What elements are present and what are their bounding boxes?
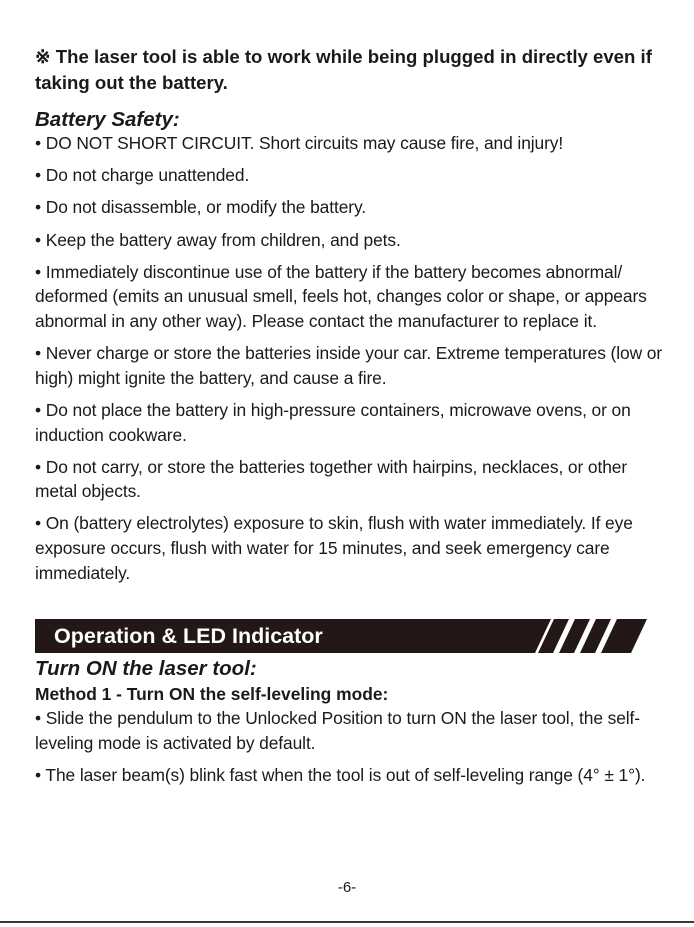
list-item: • Do not carry, or store the batteries together with hairpins, necklaces, or other metal objects. <box>35 456 628 502</box>
bottom-divider <box>0 921 694 923</box>
bullet-icon: • <box>35 261 41 282</box>
list-item: • Do not disassemble, or modify the battery. <box>35 197 366 218</box>
bullet-icon: • <box>35 513 41 534</box>
list-item: • DO NOT SHORT CIRCUIT. Short circuits may cause fire, and injury! <box>35 133 564 153</box>
reference-mark-icon: ※ <box>35 46 51 67</box>
list-item: • Keep the battery away from children, and pets. <box>35 229 401 250</box>
bullet-icon: • <box>35 343 41 364</box>
bullet-icon: • <box>35 399 41 420</box>
note-text: The laser tool is able to work while being plugged in directly even if taking out the battery. <box>35 46 652 93</box>
bullet-icon: • <box>35 165 41 186</box>
bullet-icon: • <box>35 229 41 250</box>
list-item: • On (battery electrolytes) exposure to skin, flush with water immediately. If eye exposure occurs, flush with water for 15 minutes, and seek emergency care immediately. <box>35 513 633 583</box>
bullet-icon: • <box>35 764 41 785</box>
list-item: • Do not charge unattended. <box>35 165 250 186</box>
section-title: Operation & LED Indicator <box>54 624 323 648</box>
battery-safety-list <box>35 131 663 593</box>
list-item: • Do not place the battery in high-pressure containers, microwave ovens, or on induction cookware. <box>35 399 631 445</box>
list-item: • The laser beam(s) blink fast when the tool is out of self-leveling range (4° ± 1°). <box>35 764 646 785</box>
list-item: • Immediately discontinue use of the battery if the battery becomes abnormal/ deformed (emits an unusual smell, feels hot, changes color or shape, or appears abnormal in any other way). Please contact the manufacturer to replace it. <box>35 261 647 331</box>
turn-on-heading: Turn ON the laser tool: <box>35 657 257 680</box>
bullet-icon: • <box>35 133 41 153</box>
note-paragraph <box>35 44 655 96</box>
battery-safety-heading: Battery Safety: <box>35 108 180 131</box>
turn-on-list <box>35 706 663 795</box>
bullet-icon: • <box>35 197 41 218</box>
list-item: • Never charge or store the batteries inside your car. Extreme temperatures (low or high) might ignite the battery, and cause a fire. <box>35 343 663 388</box>
bullet-icon: • <box>35 456 41 477</box>
section-banner <box>35 619 647 653</box>
list-item: • Slide the pendulum to the Unlocked Position to turn ON the laser tool, the self-leveling mode is activated by default. <box>35 708 640 753</box>
page-number: -6- <box>337 879 357 896</box>
method-heading: Method 1 - Turn ON the self-leveling mode: <box>35 684 389 704</box>
bullet-icon: • <box>35 708 41 728</box>
